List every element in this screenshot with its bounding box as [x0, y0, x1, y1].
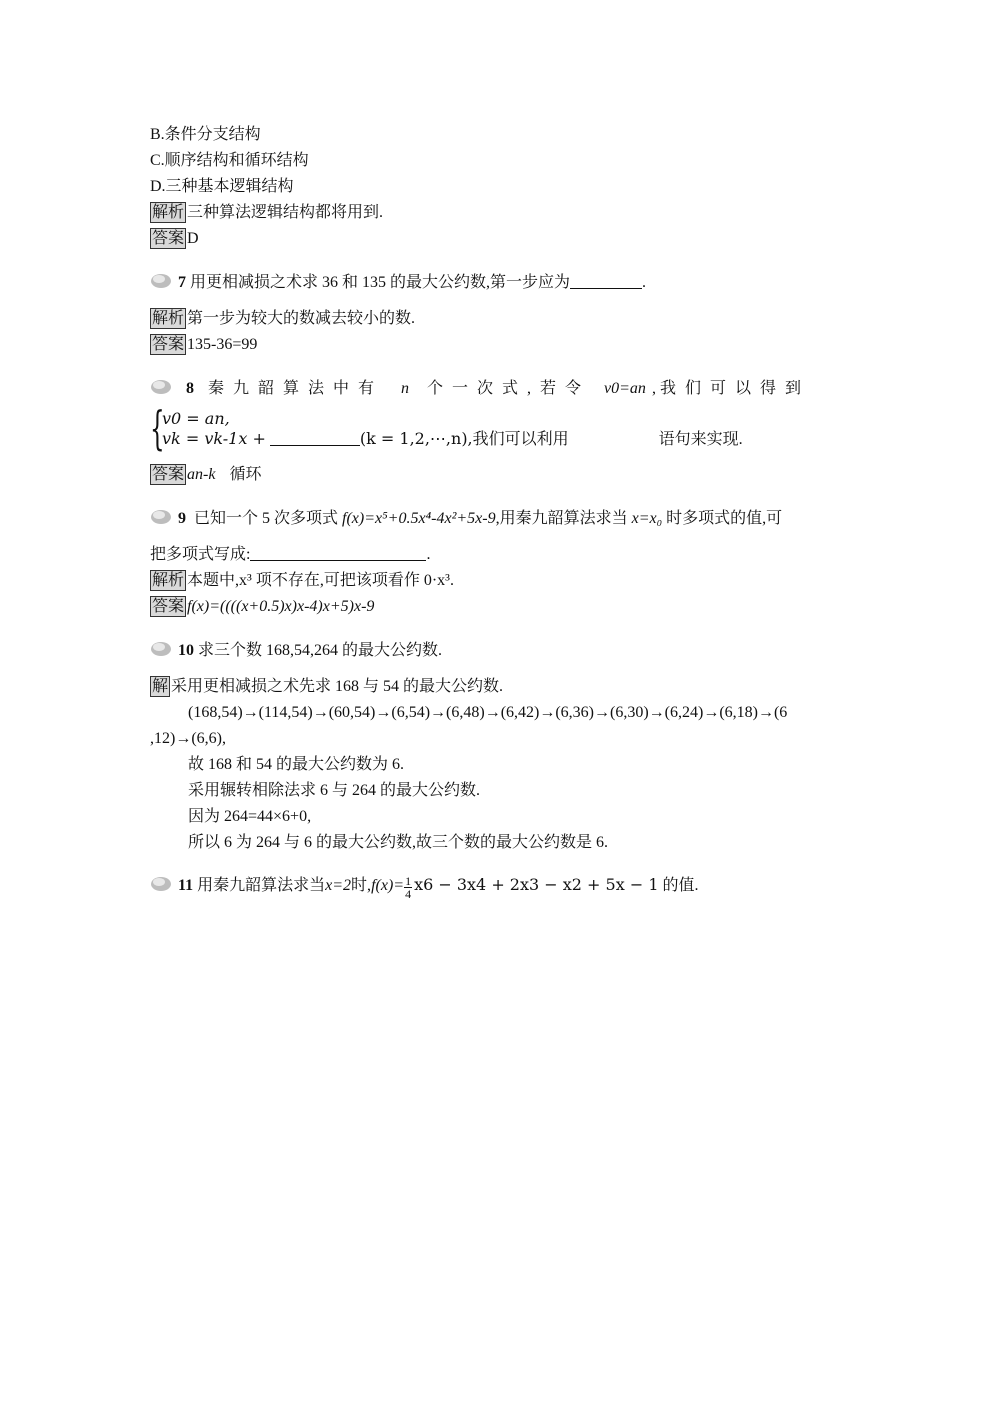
q9-stem-line2: 把多项式写成: . — [150, 546, 431, 563]
option-b: B.条件分支结构 — [150, 126, 261, 143]
q8-answer-a: an-k — [187, 466, 216, 483]
q9-analysis-text: 本题中,x³ 项不存在,可把该项看作 0·x³. — [187, 572, 454, 589]
answer-tag: 答案 — [152, 230, 185, 247]
q6-answer — [150, 228, 199, 250]
q10-sol7: 所以 6 为 264 与 6 的最大公约数,故三个数的最大公约数是 6. — [188, 834, 609, 851]
q8-answer-b: 循环 — [229, 466, 262, 483]
q9-answer-text: f(x)=((((x+0.5)x)x-4)x+5)x-9 — [187, 598, 375, 615]
q11-stem — [150, 874, 699, 900]
circle-bullet-icon — [150, 641, 176, 657]
q8-tail-a: 我们可以利用 — [472, 431, 569, 448]
q8-tail-b: 语句来实现. — [658, 431, 743, 448]
answer-tag: 答案 — [152, 598, 185, 615]
q8-number: 8 — [186, 380, 194, 397]
q10-sol1: 采用更相减损之术先求 168 与 54 的最大公约数. — [171, 678, 504, 695]
q7-analysis-text: 第一步为较大的数减去较小的数. — [187, 310, 416, 327]
q6-analysis — [150, 202, 383, 224]
answer-tag: 答案 — [152, 466, 185, 483]
q9-stem — [150, 508, 782, 530]
q9-stem-b: ,用秦九韶算法求当 — [495, 510, 628, 527]
q10-sol4: 故 168 和 54 的最大公约数为 6. — [188, 756, 405, 773]
q7-analysis — [150, 308, 415, 330]
answer-blank — [570, 272, 642, 289]
q9-stem-c: 时多项式的值,可 — [666, 510, 783, 527]
q11-stem-x: x=2 — [325, 877, 352, 894]
answer-blank — [270, 429, 360, 446]
q7-stem: 7 用更相减损之术求 36 和 135 的最大公约数,第一步应为 . — [150, 272, 646, 294]
q10-sol2: (168,54)→(114,54)→(60,54)→(6,54)→(6,48)→(6,42)→(6,36)→(6,30)→(6,24)→(6,18)→(6 — [188, 704, 788, 721]
q8-stem-c: 我们可以得到 — [659, 380, 810, 397]
q7-number: 7 — [178, 274, 186, 291]
q10-sol6: 因为 264=44×6+0, — [188, 808, 312, 825]
q8-system-line2 — [162, 428, 743, 451]
analysis-tag: 解析 — [152, 310, 185, 327]
q8-system-line1 — [162, 408, 230, 430]
q11-number: 11 — [178, 877, 194, 894]
q11-stem-a: 用秦九韶算法求当 — [197, 877, 326, 894]
q8-stem: 8 秦九韶算法中有 n 个一次式,若令 v0=an , 我们可以得到 — [150, 378, 850, 400]
circle-bullet-icon — [150, 273, 176, 289]
q9-stem-x: x=x₀ — [631, 510, 663, 527]
q10-sol5: 采用辗转相除法求 6 与 264 的最大公约数. — [188, 782, 481, 799]
q9-analysis — [150, 570, 454, 592]
q8-answer — [150, 464, 261, 486]
q10-stem-text: 求三个数 168,54,264 的最大公约数. — [198, 642, 443, 659]
q11-stem-c: 的值. — [662, 877, 699, 894]
answer-tag: 答案 — [152, 336, 185, 353]
q11-stem-f: f(x)= — [371, 877, 405, 894]
option-c: C.顺序结构和循环结构 — [150, 152, 309, 169]
q10-solution — [150, 676, 503, 698]
fraction — [404, 875, 412, 900]
q6-answer-text: D — [187, 230, 199, 247]
system-brace: { — [150, 401, 165, 455]
q9-stem-a: 已知一个 5 次多项式 — [194, 510, 339, 527]
analysis-tag: 解析 — [152, 204, 185, 221]
q7-stem-text: 用更相减损之术求 36 和 135 的最大公约数,第一步应为 — [190, 274, 571, 291]
q8-sys1: v0 = an, — [162, 409, 230, 428]
q9-stem2: 把多项式写成: — [150, 546, 251, 563]
q8-stem-cond: v0=an — [604, 380, 646, 397]
analysis-tag: 解析 — [152, 572, 185, 589]
q9-stem-f: f(x)=x⁵+0.5x⁴-4x²+5x-9 — [342, 510, 496, 527]
q9-number: 9 — [178, 510, 186, 527]
circle-bullet-icon — [150, 379, 176, 395]
circle-bullet-icon — [150, 876, 176, 892]
q11-stem-b: 时, — [351, 877, 372, 894]
q6-analysis-text: 三种算法逻辑结构都将用到. — [187, 204, 384, 221]
q8-sys2a: vk = vk-1x + — [162, 429, 266, 448]
q9-answer — [150, 596, 374, 618]
q11-expr: x6 − 3x4 + 2x3 − x2 + 5x − 1 — [414, 875, 659, 894]
answer-blank — [250, 544, 426, 561]
q8-sys2b: (k = 1,2,⋯,n), — [359, 429, 473, 448]
q7-answer-text: 135-36=99 — [187, 336, 258, 353]
q8-stem-b: 个一次式,若令 — [427, 380, 591, 397]
q10-sol3: ,12)→(6,6), — [150, 730, 226, 747]
option-d: D.三种基本逻辑结构 — [150, 178, 294, 195]
q10-number: 10 — [178, 642, 194, 659]
circle-bullet-icon — [150, 509, 176, 525]
q8-stem-n: n — [401, 380, 410, 397]
fraction-numerator: 1 — [405, 874, 412, 888]
q7-answer — [150, 334, 257, 356]
solution-tag: 解 — [152, 678, 169, 695]
q8-stem-a: 秦九韶算法中有 — [208, 380, 384, 397]
fraction-denominator: 4 — [405, 887, 412, 901]
q10-stem — [150, 640, 442, 662]
